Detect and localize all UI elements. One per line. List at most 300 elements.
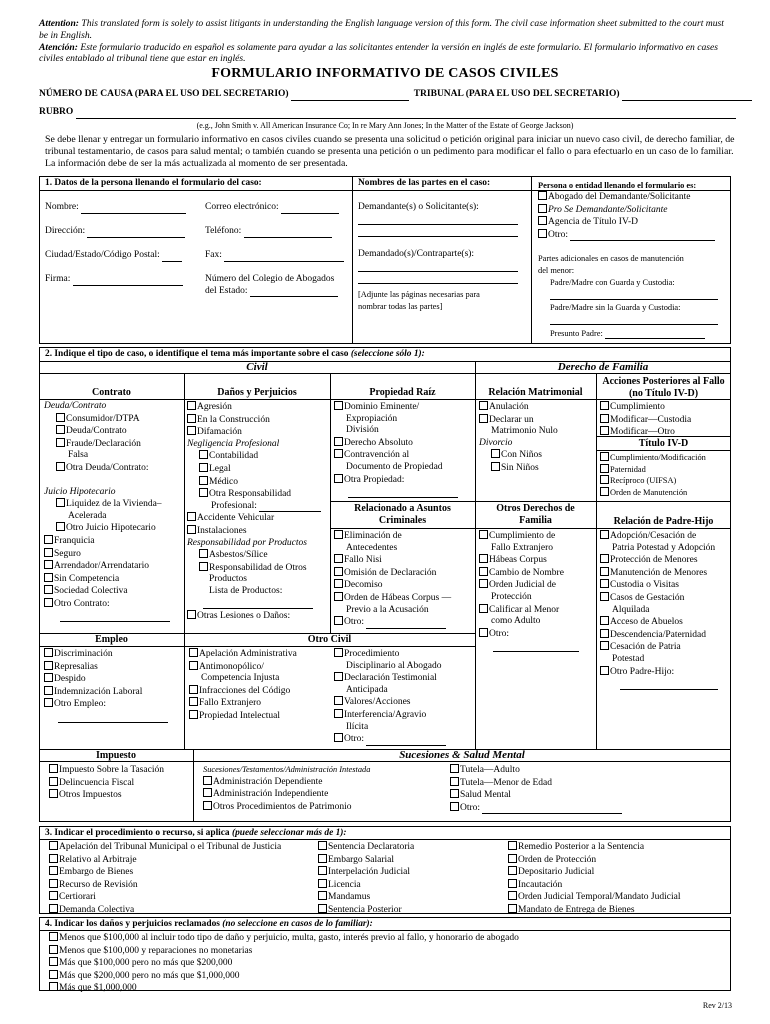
- contrato-item-1: Deuda/Contrato: [66, 426, 127, 437]
- ofam-item-3: Orden Judicial de: [489, 580, 557, 591]
- checkbox-certiorari[interactable]: [49, 891, 58, 900]
- empleo-item-0: Discriminación: [54, 649, 113, 659]
- ph-item-8: Otro Padre-Hijo:: [610, 666, 675, 677]
- s3c2-item-3: Licencia: [328, 879, 361, 890]
- contrato-item-0: Consumidor/DTPA: [66, 413, 140, 424]
- checkbox-indemnizacion[interactable]: [44, 686, 53, 695]
- checkbox-t4d-orden[interactable]: [600, 487, 609, 496]
- checkbox-abuelos[interactable]: [600, 616, 609, 625]
- checkbox-franquicia[interactable]: [44, 535, 53, 544]
- suc-item-2: Otros Procedimientos de Patrimonio: [213, 801, 352, 812]
- checkbox-deuda[interactable]: [56, 425, 65, 434]
- adicionales-label-2: del menor:: [538, 265, 575, 275]
- padre-guarda-label: Padre/Madre con Guarda y Custodia:: [550, 277, 675, 287]
- s3c2-item-2: Interpelación Judicial: [328, 867, 411, 878]
- adjunte-note-2: nombrar todas las partes]: [358, 301, 443, 311]
- oc1-item-0: Apelación Administrativa: [199, 649, 297, 659]
- demandantes-field-1[interactable]: [358, 215, 518, 225]
- ph-item-4: Casos de Gestación: [610, 592, 685, 603]
- danos-item-2: Difamación: [197, 427, 242, 438]
- checkbox-con-ninos[interactable]: [491, 449, 500, 458]
- ph-item-0: Adopción/Cesación de: [610, 531, 697, 541]
- ofam-item-5: Otro:: [489, 628, 510, 639]
- damages-item-3: Más que $200,000 pero no más que $1,000,000: [59, 970, 240, 981]
- checkbox-fallo-nisi[interactable]: [334, 554, 343, 563]
- checkbox-delincuencia-fiscal[interactable]: [49, 777, 58, 786]
- t4d-item-1: Paternidad: [610, 464, 646, 474]
- contrato-more-0: Franquicia: [54, 535, 95, 546]
- s3c2-item-4: Mandamus: [328, 892, 371, 903]
- s3c1-item-5: Demanda Colectiva: [59, 904, 135, 915]
- otros-familia-header-1: Otros Derechos de: [496, 503, 575, 514]
- checkbox-mandamus[interactable]: [318, 891, 327, 900]
- s3c1-item-4: Certiorari: [59, 892, 96, 903]
- checkbox-sociedad[interactable]: [44, 585, 53, 594]
- section-4-header-text: 4. Indicar los daños y perjuicios reclamados: [45, 919, 220, 929]
- contrato-more-5: Otro Contrato:: [54, 598, 110, 609]
- checkbox-tutela-menor[interactable]: [450, 777, 459, 786]
- demandados-field-2[interactable]: [358, 274, 518, 284]
- matrimonial-header: Relación Matrimonial: [488, 387, 583, 398]
- prop-expro: Expropiación: [346, 413, 398, 424]
- ofam-item-0: Cumplimiento de: [489, 531, 556, 541]
- checkbox-apelacion-admin[interactable]: [189, 648, 198, 657]
- suc-right-0: Tutela—Adulto: [460, 765, 520, 775]
- checkbox-legal[interactable]: [199, 463, 208, 472]
- padre-guarda-field[interactable]: [550, 290, 718, 300]
- checkbox-otro-civil[interactable]: [334, 733, 343, 742]
- divorcio-subheader: Divorcio: [479, 437, 513, 448]
- persona-opt-2: Agencia de Título IV-D: [548, 217, 638, 228]
- checkbox-t4d-cumplimiento[interactable]: [600, 452, 609, 461]
- checkbox-proteccion-menores[interactable]: [600, 554, 609, 563]
- s3c1-item-2: Embargo de Bienes: [59, 867, 134, 878]
- hip-item-1: Otro Juicio Hipotecario: [66, 523, 156, 534]
- otro-criminal-field[interactable]: [366, 619, 446, 629]
- crim-item-2: Omisión de Declaración: [344, 567, 437, 578]
- checkbox-procedimiento[interactable]: [334, 648, 343, 657]
- checkbox-damages-2[interactable]: [49, 957, 58, 966]
- crim-item-0: Eliminación de: [344, 531, 402, 541]
- rubro-row: [39, 107, 736, 119]
- checkbox-contabilidad[interactable]: [199, 450, 208, 459]
- prop-item-1: Derecho Absoluto: [344, 437, 413, 448]
- s3c3-item-1: Orden de Protección: [518, 854, 597, 865]
- s3c1-item-1: Relativo al Arbitraje: [59, 854, 137, 865]
- checkbox-cumplimiento-fam[interactable]: [479, 530, 488, 539]
- checkbox-embargo-bienes[interactable]: [49, 866, 58, 875]
- neg-item-0: Contabilidad: [209, 451, 259, 462]
- deuda-subheader: Deuda/Contrato: [44, 401, 107, 411]
- checkbox-liquidez[interactable]: [56, 498, 65, 507]
- posteriores-header: [596, 376, 731, 399]
- danos-otras: Otras Lesiones o Daños:: [197, 610, 291, 621]
- court-label: TRIBUNAL (PARA EL USO DEL SECRETARIO): [413, 89, 620, 99]
- checkbox-otro-padre-hijo[interactable]: [600, 666, 609, 675]
- suc-item-1: Administración Independiente: [213, 789, 329, 800]
- empleo-item-2: Despido: [54, 674, 86, 685]
- demandados-label: Demandado(s)/Contraparte(s):: [358, 248, 475, 259]
- hip-acelerada: Acelerada: [68, 510, 107, 521]
- resp-item-1: Responsabilidad de Otros: [209, 562, 307, 573]
- padre-sin-field[interactable]: [550, 315, 718, 325]
- checkbox-otra-responsabilidad[interactable]: [199, 488, 208, 497]
- ph-item-2: Manutención de Menores: [610, 567, 708, 578]
- otras-lesiones-field[interactable]: [201, 624, 311, 634]
- checkbox-accidente[interactable]: [187, 512, 196, 521]
- s3c3-item-4: Orden Judicial Temporal/Mandato Judicial: [518, 892, 681, 903]
- checkbox-anulacion[interactable]: [479, 401, 488, 410]
- otro-empleo-field[interactable]: [58, 713, 168, 723]
- checkbox-discriminacion[interactable]: [44, 648, 53, 657]
- suc-right-1: Tutela—Menor de Edad: [460, 777, 552, 788]
- damages-item-2: Más que $100,000 pero no más que $200,000: [59, 958, 233, 969]
- s3c3-item-2: Depositario Judicial: [518, 867, 595, 878]
- checkbox-otro-criminal[interactable]: [334, 616, 343, 625]
- ofam-fallo: Fallo Extranjero: [491, 542, 553, 553]
- persona-opt-1: Pro Se Demandante/Solicitante: [548, 204, 668, 215]
- section-3-header-text: 3. Indicar el procedimiento o recurso, si aplica: [45, 828, 230, 838]
- crim-antecedentes: Antecedentes: [346, 542, 398, 553]
- ofam-como: como Adulto: [491, 616, 541, 627]
- checkbox-manutencion[interactable]: [600, 567, 609, 576]
- checkbox-admin-independiente[interactable]: [203, 788, 212, 797]
- lista-productos-field[interactable]: [203, 599, 313, 609]
- page-title: FORMULARIO INFORMATIVO DE CASOS CIVILES: [211, 66, 559, 81]
- checkbox-arrendador[interactable]: [44, 560, 53, 569]
- suc-right-2: Salud Mental: [460, 790, 511, 801]
- attention-text-en: This translated form is solely to assist litigants in understanding the English language version of this form. The civil case information sheet submitted to the court must be in English.: [39, 18, 724, 41]
- otro-contrato-field[interactable]: [60, 612, 170, 622]
- civil-header: Civil: [246, 361, 268, 373]
- oc2-disciplinario: Disciplinario al Abogado: [346, 660, 442, 671]
- section-3-header-note: (puede seleccionar más de 1):: [231, 828, 347, 838]
- oc2-item-4: Otro:: [344, 734, 365, 745]
- impuesto-header: Impuesto: [95, 750, 136, 761]
- checkbox-mandato-entrega[interactable]: [508, 904, 517, 913]
- otro-civil-field[interactable]: [366, 736, 446, 746]
- checkbox-orden-judicial[interactable]: [479, 579, 488, 588]
- checkbox-otra-deuda[interactable]: [56, 462, 65, 471]
- checkbox-sentencia-declaratoria[interactable]: [318, 841, 327, 850]
- sucesiones-header: Sucesiones & Salud Mental: [399, 749, 525, 761]
- ciudad-field[interactable]: [162, 252, 182, 262]
- ph-potestad: Potestad: [612, 653, 645, 664]
- checkbox-antimonopolico[interactable]: [189, 661, 198, 670]
- neg-item-1: Legal: [209, 463, 231, 474]
- checkbox-damages-3[interactable]: [49, 970, 58, 979]
- section-2-header-note: (seleccione sólo 1):: [350, 349, 425, 359]
- s3c2-item-5: Sentencia Posterior: [328, 904, 402, 915]
- checkbox-damages-0[interactable]: [49, 932, 58, 941]
- nombre-field[interactable]: [81, 204, 186, 214]
- checkbox-custodia[interactable]: [600, 579, 609, 588]
- checkbox-sin-ninos[interactable]: [491, 462, 500, 471]
- ph-alquilada: Alquilada: [612, 604, 650, 615]
- checkbox-impuesto-tasacion[interactable]: [49, 764, 58, 773]
- checkbox-fraude[interactable]: [56, 438, 65, 447]
- ph-item-6: Descendencia/Paternidad: [610, 629, 707, 640]
- crim-item-1: Fallo Nisi: [344, 555, 382, 566]
- checkbox-descendencia[interactable]: [600, 629, 609, 638]
- checkbox-abogado[interactable]: [538, 191, 547, 200]
- checkbox-declaracion-testimonial[interactable]: [334, 672, 343, 681]
- section-2-header-text: 2. Indique el tipo de caso, o identifique el tema más importante sobre el caso: [45, 349, 349, 359]
- s3c1-item-3: Recurso de Revisión: [59, 879, 138, 890]
- checkbox-otra-propiedad[interactable]: [334, 474, 343, 483]
- checkbox-embargo-salarial[interactable]: [318, 854, 327, 863]
- prop-doc: Documento de Propiedad: [346, 461, 443, 472]
- checkbox-adopcion[interactable]: [600, 530, 609, 539]
- ph-item-3: Custodia o Visitas: [610, 580, 679, 591]
- checkbox-propiedad-intelectual[interactable]: [189, 710, 198, 719]
- checkbox-contravencion[interactable]: [334, 449, 343, 458]
- checkbox-otro-empleo[interactable]: [44, 698, 53, 707]
- prop-item-0: Dominio Eminente/: [344, 402, 420, 412]
- s3c1-item-0: Apelación del Tribunal Municipal o el Tribunal de Justicia: [59, 842, 282, 852]
- otro-padre-hijo-field[interactable]: [620, 680, 718, 690]
- checkbox-interferencia[interactable]: [334, 709, 343, 718]
- colegio-label-2: del Estado:: [205, 285, 248, 296]
- padre-sin-label: Padre/Madre sin la Guarda y Custodia:: [550, 303, 681, 313]
- checkbox-orden-temporal[interactable]: [508, 891, 517, 900]
- checkbox-incautacion[interactable]: [508, 879, 517, 888]
- attention-label-en: Attention:: [39, 18, 79, 29]
- otro-persona-field[interactable]: [570, 231, 715, 241]
- checkbox-otro-persona[interactable]: [538, 229, 547, 238]
- s3c3-item-3: Incautación: [518, 879, 563, 890]
- t4d-item-3: Orden de Manutención: [610, 487, 688, 497]
- oc2-item-3: Interferencia/Agravio: [344, 709, 427, 720]
- checkbox-otro-fam[interactable]: [479, 628, 488, 637]
- intro-paragraph: Se debe llenar y entregar un formulario informativo en casos civiles cuando se presenta una solicitud o petición original para iniciar un nuevo caso civil, de derecho familiar, de tribunal testamentario, de casos para salud mental; o también cuando se presenta una petición o un pedimento para modificar el fallo o para efectuarlo en un caso de lo familiar. La información debe de ser la más actualizada al momento de ser presentada.: [45, 134, 735, 169]
- prop-item-3: Otra Propiedad:: [344, 474, 405, 485]
- fax-field[interactable]: [224, 252, 344, 262]
- checkbox-t4d-paternidad[interactable]: [600, 464, 609, 473]
- checkbox-damages-1[interactable]: [49, 945, 58, 954]
- checkbox-eliminacion[interactable]: [334, 530, 343, 539]
- post-item-0: Cumplimiento: [610, 402, 665, 412]
- t4d-item-2: Recíproco (UIFSA): [610, 476, 677, 486]
- checkbox-habeas-fam[interactable]: [479, 554, 488, 563]
- familia-header: Derecho de Familia: [557, 361, 649, 373]
- negligencia-subheader: Negligencia Profesional: [187, 438, 280, 449]
- criminales-header: [330, 503, 475, 526]
- telefono-label: Teléfono:: [205, 226, 242, 236]
- checkbox-difamacion[interactable]: [187, 426, 196, 435]
- crim-item-3: Decomiso: [344, 580, 383, 591]
- checkbox-resp-otros[interactable]: [199, 562, 208, 571]
- otra-propiedad-field[interactable]: [348, 488, 458, 498]
- revision-label: Rev 2/13: [702, 1001, 732, 1010]
- checkbox-decomiso[interactable]: [334, 579, 343, 588]
- checkbox-represalias[interactable]: [44, 661, 53, 670]
- otro-fam-field[interactable]: [493, 642, 579, 652]
- checkbox-dominio[interactable]: [334, 401, 343, 410]
- checkbox-remedio-posterior[interactable]: [508, 841, 517, 850]
- attention-notice: [39, 18, 729, 65]
- checkbox-cambio-nombre[interactable]: [479, 567, 488, 576]
- fax-label: Fax:: [205, 250, 222, 260]
- correo-label: Correo electrónico:: [205, 202, 279, 212]
- checkbox-licencia[interactable]: [318, 879, 327, 888]
- checkbox-arbitraje[interactable]: [49, 854, 58, 863]
- imp-item-1: Delincuencia Fiscal: [59, 777, 135, 788]
- ph-item-5: Acceso de Abuelos: [610, 617, 683, 628]
- hipotecario-subheader: Juicio Hipotecario: [44, 486, 116, 497]
- checkbox-interpelacion[interactable]: [318, 866, 327, 875]
- checkbox-t4d-reciproco[interactable]: [600, 475, 609, 484]
- oc1-item-3: Fallo Extranjero: [199, 698, 261, 709]
- attention-label-es: Atención:: [39, 41, 78, 53]
- imp-item-0: Impuesto Sobre la Tasación: [59, 765, 164, 775]
- sucesiones-subheader: Sucesiones/Testamentos/Administración Intestada: [203, 765, 371, 774]
- oc2-item-1: Declaración Testimonial: [344, 673, 437, 684]
- checkbox-admin-dependiente[interactable]: [203, 776, 212, 785]
- correo-field[interactable]: [281, 204, 339, 214]
- checkbox-salud-mental[interactable]: [450, 789, 459, 798]
- prop-division: División: [346, 425, 379, 436]
- checkbox-tutela-adulto[interactable]: [450, 764, 459, 773]
- court-field[interactable]: [622, 91, 752, 101]
- neg-item-3: Otra Responsabilidad: [209, 489, 292, 500]
- danos-more-0: Accidente Vehicular: [197, 513, 275, 524]
- contrato-more-3: Sin Competencia: [54, 573, 120, 584]
- empleo-item-3: Indemnización Laboral: [54, 686, 143, 697]
- section-4-header-note: (no seleccione en casos de lo familiar):: [222, 919, 373, 929]
- checkbox-agresion[interactable]: [187, 401, 196, 410]
- demandados-field-1[interactable]: [358, 262, 518, 272]
- checkbox-construccion[interactable]: [187, 414, 196, 423]
- firma-field[interactable]: [73, 276, 183, 286]
- oc1-item-2: Infracciones del Código: [199, 685, 291, 696]
- contrato-item-2: Fraude/Declaración: [66, 438, 141, 449]
- damages-item-4: Más que $1,000,000: [59, 983, 137, 994]
- checkbox-cesacion[interactable]: [600, 641, 609, 650]
- checkbox-medico[interactable]: [199, 476, 208, 485]
- checkbox-omision[interactable]: [334, 567, 343, 576]
- presunto-field[interactable]: [605, 329, 705, 339]
- damages-item-1: Menos que $100,000 y reparaciones no monetarias: [59, 945, 253, 956]
- profesional-field[interactable]: [259, 502, 321, 512]
- neg-profesional: Profesional:: [211, 500, 257, 511]
- s3c2-item-0: Sentencia Declaratoria: [328, 842, 415, 852]
- rubro-field[interactable]: [76, 109, 736, 119]
- responsabilidad-subheader: Responsabilidad por Productos: [187, 537, 307, 548]
- empleo-header: Empleo: [95, 634, 128, 645]
- resp-item-0: Asbestos/Sílice: [209, 550, 268, 561]
- otros-familia-header: [475, 503, 596, 526]
- oc1-item-1: Antimonopólico/: [199, 661, 264, 672]
- checkbox-otro-sucesiones[interactable]: [450, 802, 459, 811]
- checkbox-instalaciones[interactable]: [187, 525, 196, 534]
- criminales-header-2: Criminales: [378, 514, 427, 526]
- section-3-header: [45, 828, 347, 840]
- oc2-item-0: Procedimiento: [344, 649, 400, 659]
- direccion-field[interactable]: [87, 228, 185, 238]
- contrato-more-2: Arrendador/Arrendatario: [54, 561, 149, 572]
- checkbox-despido[interactable]: [44, 673, 53, 682]
- checkbox-post-cumplimiento[interactable]: [600, 401, 609, 410]
- checkbox-post-otro[interactable]: [600, 426, 609, 435]
- checkbox-depositario[interactable]: [508, 866, 517, 875]
- checkbox-asbestos[interactable]: [199, 549, 208, 558]
- checkbox-habeas-corpus[interactable]: [334, 592, 343, 601]
- propiedad-header: Propiedad Raíz: [369, 387, 436, 398]
- checkbox-declarar[interactable]: [479, 414, 488, 423]
- checkbox-sin-competencia[interactable]: [44, 573, 53, 582]
- checkbox-seguro[interactable]: [44, 548, 53, 557]
- checkbox-demanda-colectiva[interactable]: [49, 904, 58, 913]
- ofam-proteccion: Protección: [491, 591, 532, 602]
- checkbox-otras-lesiones[interactable]: [187, 610, 196, 619]
- checkbox-otro-hipotecario[interactable]: [56, 522, 65, 531]
- ofam-item-4: Calificar al Menor: [489, 604, 560, 615]
- checkbox-sentencia-posterior[interactable]: [318, 904, 327, 913]
- t4d-item-0: Cumplimiento/Modificación: [610, 453, 706, 462]
- otros-familia-header-2: Familia: [519, 514, 552, 526]
- checkbox-recurso-revision[interactable]: [49, 879, 58, 888]
- checkbox-valores[interactable]: [334, 696, 343, 705]
- direccion-label: Dirección:: [45, 226, 86, 236]
- checkbox-orden-proteccion[interactable]: [508, 854, 517, 863]
- checkbox-gestacion[interactable]: [600, 592, 609, 601]
- firma-label: Firma:: [45, 274, 71, 284]
- s3c2-item-1: Embargo Salarial: [328, 854, 395, 865]
- presunto-label: Presunto Padre:: [550, 328, 603, 338]
- checkbox-pro-se[interactable]: [538, 204, 547, 213]
- ph-item-7: Cesación de Patria: [610, 642, 681, 653]
- checkbox-derecho-absoluto[interactable]: [334, 437, 343, 446]
- ofam-item-1: Hábeas Corpus: [489, 555, 547, 566]
- oc2-ilicita: Ilícita: [346, 721, 369, 732]
- checkbox-otros-impuestos[interactable]: [49, 789, 58, 798]
- telefono-field[interactable]: [244, 228, 332, 238]
- checkbox-agencia[interactable]: [538, 216, 547, 225]
- demandantes-field-2[interactable]: [358, 227, 518, 237]
- prop-item-2: Contravención al: [344, 450, 410, 461]
- checkbox-consumidor[interactable]: [56, 413, 65, 422]
- damages-item-0: Menos que $100,000 al incluir todo tipo de daño y perjuicio, multa, gasto, interés previo al fallo, y honorario de abogado: [59, 933, 519, 943]
- s3c3-item-5: Mandato de Entrega de Bienes: [518, 904, 635, 915]
- posteriores-header-1: Acciones Posteriores al Fallo: [602, 376, 725, 387]
- ph-patria: Patria Potestad y Adopción: [612, 542, 716, 553]
- danos-more-1: Instalaciones: [197, 525, 247, 536]
- parties-header: Nombres de las partes en el caso:: [358, 178, 491, 188]
- checkbox-fallo-extranjero[interactable]: [189, 697, 198, 706]
- attention-text-es: Este formulario traducido en español es solamente para ayudar a las solicitantes entender la versión en inglés de este formulario. El formulario informativo en cases civiles entablado al tribunal tiene que estar en inglés.: [39, 41, 718, 65]
- contrato-item-3: Otra Deuda/Contrato:: [66, 462, 149, 473]
- crim-previo: Previo a la Acusación: [346, 604, 429, 615]
- ph-item-1: Protección de Menores: [610, 555, 698, 566]
- colegio-field[interactable]: [250, 287, 338, 297]
- checkbox-calificar[interactable]: [479, 604, 488, 613]
- suc-item-0: Administración Dependiente: [213, 776, 323, 787]
- rubro-example: (e.g., John Smith v. All American Insurance Co; In re Mary Ann Jones; In the Matter of the Estate of George Jackson): [196, 121, 574, 130]
- checkbox-otros-procedimientos[interactable]: [203, 801, 212, 810]
- nombre-label: Nombre:: [45, 202, 79, 212]
- case-number-field[interactable]: [291, 91, 409, 101]
- checkbox-damages-4[interactable]: [49, 982, 58, 991]
- checkbox-post-custodia[interactable]: [600, 414, 609, 423]
- checkbox-otro-contrato[interactable]: [44, 598, 53, 607]
- otro-sucesiones-field[interactable]: [482, 804, 622, 814]
- checkbox-apelacion-municipal[interactable]: [49, 841, 58, 850]
- suc-right-3: Otro:: [460, 802, 481, 813]
- oc2-anticipada: Anticipada: [346, 684, 388, 695]
- persona-opt-3: Otro:: [548, 229, 569, 240]
- checkbox-infracciones[interactable]: [189, 685, 198, 694]
